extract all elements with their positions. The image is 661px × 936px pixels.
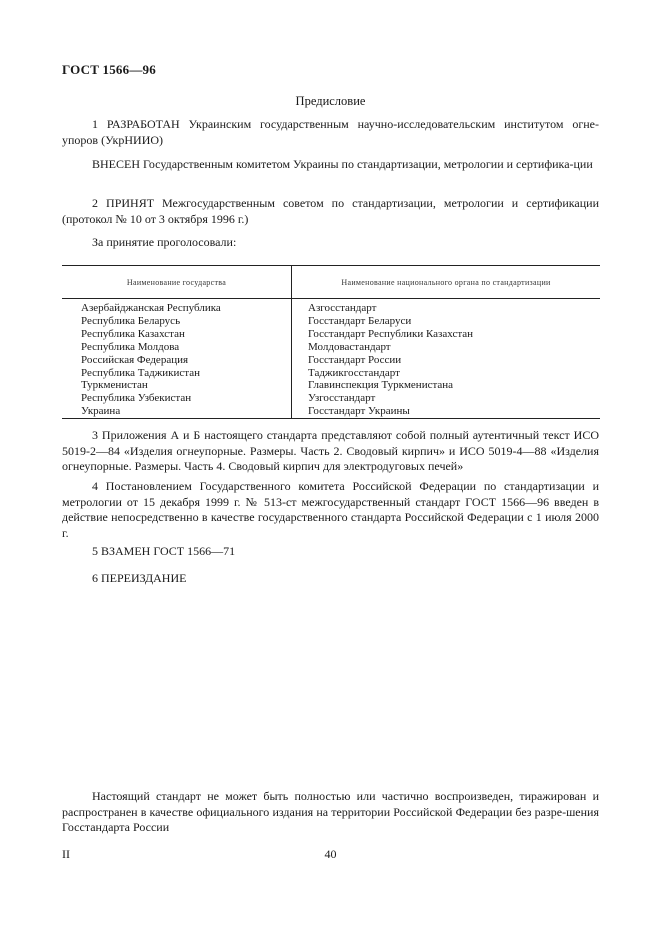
preface-item-1-vnesen: [62, 157, 599, 173]
preface-item-2: [62, 196, 599, 227]
state-cell: Туркменистан: [81, 379, 148, 392]
preface-item-1-vnesen-text: ВНЕСЕН Государственным комитетом Украины по стандартизации, метрологии и сертифика-ции: [92, 157, 593, 171]
preface-item-1: [62, 117, 599, 148]
state-cell: Республика Казахстан: [81, 327, 185, 340]
body-cell: Азгосстандарт: [308, 302, 377, 314]
body-cell: Госстандарт России: [308, 353, 402, 366]
body-cell: Узгосстандарт: [308, 392, 376, 405]
voted-label: [62, 235, 599, 251]
item-5-text: 5 ВЗАМЕН ГОСТ 1566—71: [92, 544, 236, 558]
state-cell: Республика Молдова: [81, 340, 180, 353]
table-header-body: Наименование национального органа по стандартизации: [292, 266, 601, 299]
state-cell: Российская Федерация: [81, 353, 189, 366]
state-cell: Азербайджанская Республика: [81, 302, 221, 314]
states-column: [62, 299, 292, 419]
roman-page-marker: II: [62, 847, 70, 861]
voted-label-text: За принятие проголосовали:: [92, 235, 237, 249]
body-cell: Молдовастандарт: [308, 340, 391, 353]
state-cell: Украина: [81, 405, 121, 418]
state-cell: Республика Таджикистан: [81, 366, 200, 379]
preface-item-2-text: 2 ПРИНЯТ Межгосударственным советом по стандартизации, метрологии и сертификации (протокол № 10 от 3 октября 1996 г.): [62, 196, 599, 226]
page-number: 40: [324, 847, 337, 861]
preface-title: Предисловие: [295, 94, 366, 108]
table-header-state: Наименование государства: [62, 266, 292, 299]
item-3: [62, 428, 599, 475]
item-5: [62, 544, 599, 560]
body-cell: Госстандарт Беларуси: [308, 314, 412, 327]
body-cell: Госстандарт Украины: [308, 405, 410, 418]
body-cell: Госстандарт Республики Казахстан: [308, 327, 474, 340]
copyright-notice-text: Настоящий стандарт не может быть полностью или частично воспроизведен, тиражирован и распространен в качестве официального издания на территории Российской Федерации без разре-шения Госстандарта России: [62, 789, 599, 834]
item-6: [62, 571, 599, 587]
state-cell: Республика Узбекистан: [81, 392, 192, 405]
body-cell: Главинспекция Туркменистана: [308, 379, 454, 392]
item-4-text: 4 Постановлением Государственного комитета Российской Федерации по стандартизации и метрологии от 15 декабря 1999 г. № 513-ст межгосударственный стандарт ГОСТ 1566—96 введен в действие непосредственно в качестве государственного стандарта Российской Федерации с 1 июля 2000 г.: [62, 479, 599, 540]
preface-item-1-text: 1 РАЗРАБОТАН Украинским государственным научно-исследовательским институтом огне-упоров (УкрНИИО): [62, 117, 599, 147]
item-3-text: 3 Приложения А и Б настоящего стандарта представляют собой полный аутентичный текст ИСО 5019-2—84 «Изделия огнеупорные. Размеры. Часть 2. Сводовый кирпич» и ИСО 5019-4—88 «Изделия огнеупорные. Размеры. Часть 4. Сводовый кирпич для электродуговых печей»: [62, 428, 599, 473]
document-code: ГОСТ 1566—96: [62, 62, 156, 77]
item-4: [62, 479, 599, 541]
copyright-notice: [62, 789, 599, 836]
state-cell: Республика Беларусь: [81, 314, 181, 327]
item-6-text: 6 ПЕРЕИЗДАНИЕ: [92, 571, 187, 585]
bodies-column: [292, 299, 601, 419]
voting-table: [62, 265, 600, 417]
body-cell: Таджикгосстандарт: [308, 366, 400, 379]
